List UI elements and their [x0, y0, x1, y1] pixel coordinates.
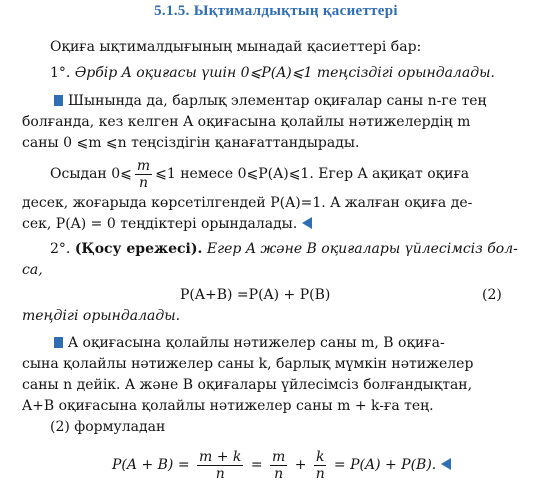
property-1-label: 1°. [50, 65, 71, 81]
proof-2-line-1 [54, 334, 445, 352]
formula-left: P(A + B) = [112, 457, 190, 473]
formula-equals: = [250, 457, 263, 473]
property-2 [50, 240, 518, 258]
proof-2-line-4: A+B оқиғасына қолайлы нәтижелер саны m + k-ға тең. [22, 398, 434, 414]
proof-1-line-6 [22, 215, 312, 233]
proof-1-text-1: Шынында да, барлық элементар оқиғалар саны n-ге тең [68, 93, 487, 109]
proof-1-line-4 [50, 157, 469, 191]
formula-right: = P(A) + P(B). [333, 457, 437, 473]
proof-1-line-1 [54, 92, 486, 110]
formula-plus: + [294, 457, 307, 473]
property-2-cont: са, [22, 262, 43, 278]
property-1-text: Әрбір A оқиғасы үшін 0⩽P(A)⩽1 теңсіздігі орындалады. [74, 65, 495, 81]
proof-end-marker-icon [302, 217, 312, 229]
inequality-start: Осыдан 0⩽ [50, 166, 132, 182]
proof-start-marker-icon [54, 95, 63, 106]
proof-1-line-5: десек, жоғарыда көрсетілгендей P(A)=1. A жалған оқиға де- [22, 195, 473, 211]
fraction-k-over-n: $\frac{k}{n}$ [315, 448, 325, 482]
proof-2-line-2: сына қолайлы нәтижелер саны k, барлық мүмкін нәтижелер [22, 356, 474, 372]
proof-1-line-2: болғанда, кез келген A оқиғасына қолайлы нәтижелердің m [22, 114, 471, 130]
intro-line: Оқиға ықтималдығының мынадай қасиеттері бар: [50, 39, 422, 55]
equation-2-number: (2) [482, 287, 502, 303]
inequality-end: ⩽1 немесе 0⩽P(A)⩽1. Егер A ақиқат оқиға [155, 166, 470, 182]
section-heading: 5.1.5. Ықтималдықтың қасиеттері [154, 3, 398, 19]
proof-2-line-3: саны n дейік. A және B оқиғалары үйлесімсіз болғандықтан, [22, 377, 473, 393]
property-2-label: 2°. [50, 241, 71, 257]
proof-end-marker-icon [441, 458, 451, 470]
proof-1-text-6: сек, P(A) = 0 теңдіктері орындалады. [22, 216, 298, 232]
fraction-m-over-n-2: $\frac{m}{n}$ [272, 448, 286, 482]
proof-1-line-3: саны 0 ⩽m ⩽n теңсіздігін қанағаттандырады. [22, 135, 360, 151]
proof-2-text-1: A оқиғасына қолайлы нәтижелер саны m, B оқиға- [68, 335, 445, 351]
proof-start-marker-icon [54, 337, 63, 348]
proof-2-line-5: (2) формуладан [50, 419, 166, 435]
property-1 [50, 64, 495, 82]
final-formula [112, 446, 451, 484]
fraction-m-over-n: $\frac{m}{n}$ [136, 157, 151, 191]
addition-rule-title: (Қосу ережесі). [74, 241, 203, 257]
property-2-end: теңдігі орындалады. [22, 308, 181, 324]
fraction-mk-over-n: $\frac{m + k}{n}$ [199, 448, 242, 482]
equation-2: P(A+B) =P(A) + P(B) [180, 287, 331, 303]
property-2-text: Егер A және B оқиғалары үйлесімсіз бол- [206, 241, 518, 257]
